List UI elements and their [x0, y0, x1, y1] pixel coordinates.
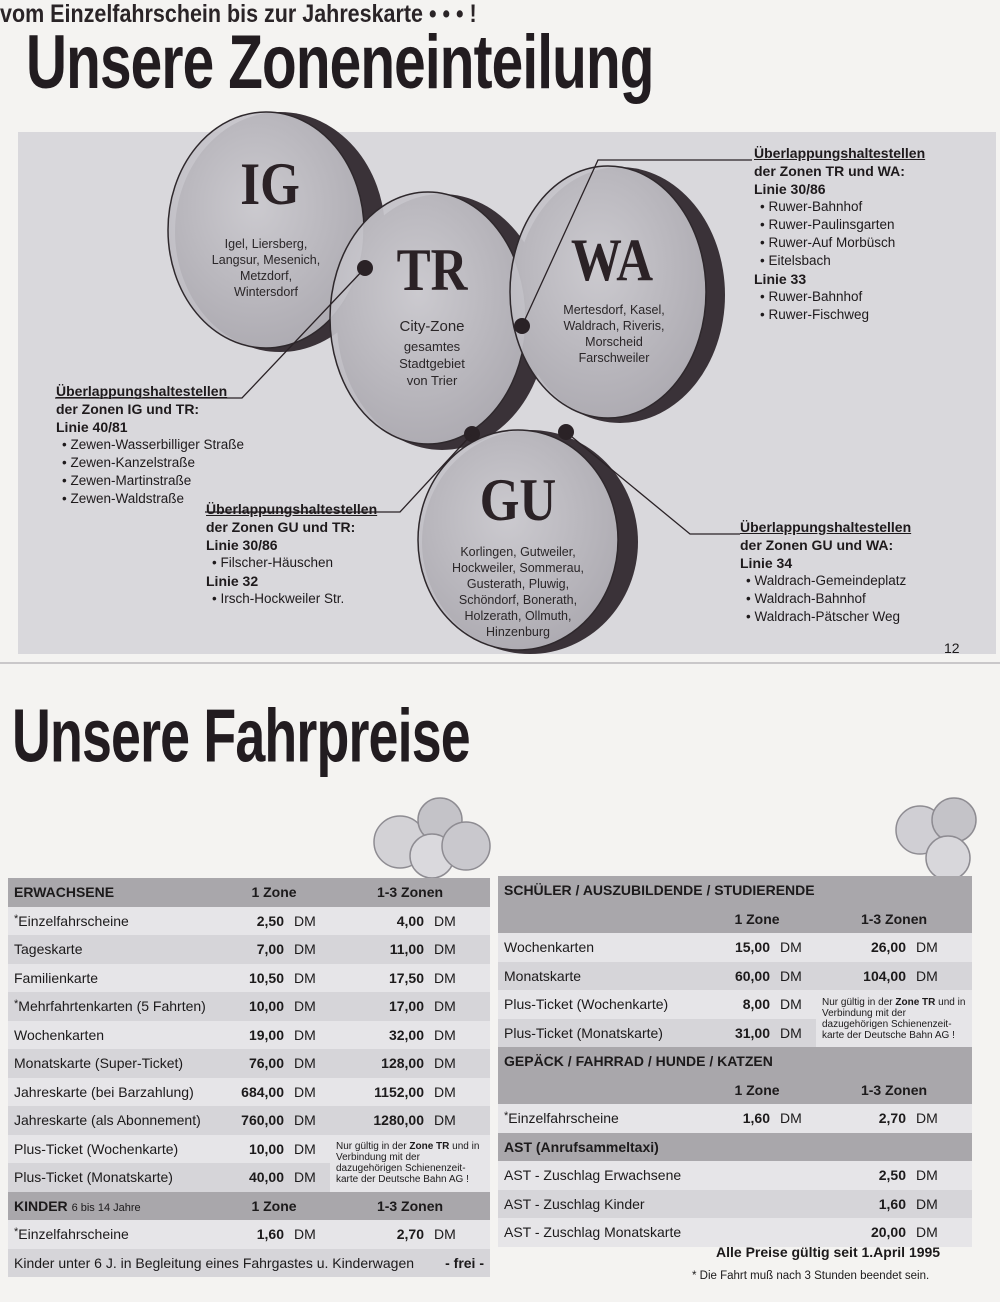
- price-1-zone: 760,00: [218, 1106, 290, 1135]
- price-1-zone: 684,00: [218, 1078, 290, 1107]
- currency: DM: [290, 1021, 330, 1050]
- row-label: Einzelfahrscheine: [18, 1226, 129, 1243]
- row-label: Wochenkarten: [504, 939, 595, 956]
- line-label: Linie 32: [206, 573, 259, 589]
- price-1-zone: 76,00: [218, 1049, 290, 1078]
- currency: DM: [912, 933, 972, 962]
- row-label: Familienkarte: [14, 969, 99, 986]
- zone-places-gu: [428, 544, 608, 640]
- table-header-row: [498, 876, 972, 905]
- bubble: [926, 836, 970, 880]
- row-label: Jahreskarte (bei Barzahlung): [14, 1083, 194, 1100]
- row-label: Wochenkarten: [14, 1026, 105, 1043]
- col-header-1-3-zones: 1-3 Zonen: [816, 1076, 972, 1105]
- price-1-zone: 8,00: [698, 990, 776, 1019]
- free-label: - frei -: [430, 1249, 490, 1278]
- footnote-star: *: [14, 912, 19, 925]
- table-row: [498, 1218, 972, 1247]
- zone-places-tr: [352, 316, 512, 389]
- table-header-row: [8, 878, 490, 907]
- zone-place: Gusterath, Pluwig,: [466, 577, 570, 591]
- note-text: Nur gültig in der: [336, 1141, 410, 1152]
- zone-place: Mertesdorf, Kasel,: [563, 303, 665, 317]
- row-label: Einzelfahrscheine: [18, 912, 129, 929]
- zone-place: Waldrach, Riveris,: [563, 319, 665, 333]
- zone-places-ig: [186, 236, 346, 300]
- zone-place: Schöndorf, Bonerath,: [458, 593, 578, 607]
- zone-place: Langsur, Mesenich,: [211, 253, 321, 267]
- currency: DM: [430, 1021, 490, 1050]
- overlap-heading: Überlappungshaltestellen: [56, 383, 228, 399]
- col-header-1-zone: 1 Zone: [698, 905, 816, 934]
- row-label: AST - Zuschlag Erwachsene: [504, 1167, 682, 1184]
- table-row: [8, 907, 490, 936]
- price-1-3-zones: 11,00: [330, 935, 430, 964]
- section-header-children: KINDER: [14, 1197, 68, 1214]
- currency: DM: [912, 1218, 972, 1247]
- price-1-zone: 7,00: [218, 935, 290, 964]
- zone-place: Holzerath, Ollmuth,: [464, 609, 572, 623]
- zone-places-wa: [524, 302, 704, 366]
- row-label: Plus-Ticket (Wochenkarte): [504, 996, 669, 1013]
- row-label: Plus-Ticket (Monatskarte): [14, 1169, 173, 1186]
- table-row: [498, 1190, 972, 1219]
- currency: DM: [290, 1220, 330, 1249]
- note-text: und in Verbindung mit der dazugehörigen Schienenzeit-karte der Deutsche Bahn AG !: [336, 1141, 480, 1185]
- currency: DM: [290, 1163, 330, 1192]
- free-children-text: Kinder unter 6 J. in Begleitung eines Fahrgastes u. Kinderwagen: [14, 1254, 415, 1271]
- table-header-row: [498, 1133, 972, 1162]
- bubble: [442, 822, 490, 870]
- currency: DM: [912, 1104, 972, 1133]
- currency: DM: [776, 962, 816, 991]
- currency: DM: [912, 1190, 972, 1219]
- overlap-ig-tr-info: [56, 382, 244, 508]
- price-1-zone: 1,60: [698, 1104, 776, 1133]
- ast-price: 1,60: [816, 1190, 912, 1219]
- currency: DM: [430, 1106, 490, 1135]
- stop-item: • Ruwer-Fischweg: [754, 306, 925, 324]
- overlap-subheading: der Zonen GU und TR:: [206, 519, 356, 535]
- table-row: [498, 1161, 972, 1190]
- footnote-text: * Die Fahrt muß nach 3 Stunden beendet sein.: [692, 1270, 930, 1282]
- children-age-range: 6 bis 14 Jahre: [71, 1201, 141, 1214]
- col-header-1-3-zones: 1-3 Zonen: [330, 1192, 490, 1221]
- currency: DM: [290, 1078, 330, 1107]
- note-zone: Zone TR: [409, 1141, 450, 1152]
- table-header-row: [498, 905, 972, 934]
- price-1-3-zones: 128,00: [330, 1049, 430, 1078]
- bubble: [932, 798, 976, 842]
- currency: DM: [430, 992, 490, 1021]
- fares-subtitle: vom Einzelfahrschein bis zur Jahreskarte • • • !: [0, 0, 477, 28]
- currency: DM: [776, 990, 816, 1019]
- price-1-zone: 15,00: [698, 933, 776, 962]
- price-1-zone: 40,00: [218, 1163, 290, 1192]
- price-1-3-zones: 2,70: [816, 1104, 912, 1133]
- price-1-zone: 19,00: [218, 1021, 290, 1050]
- currency: DM: [430, 964, 490, 993]
- currency: DM: [430, 935, 490, 964]
- col-header-1-3-zones: 1-3 Zonen: [816, 905, 972, 934]
- table-row: [8, 964, 490, 993]
- zone-code-tr: TR: [396, 237, 468, 303]
- zone-code-wa: WA: [570, 227, 654, 293]
- currency: DM: [430, 1220, 490, 1249]
- currency: DM: [912, 1161, 972, 1190]
- currency: DM: [430, 1078, 490, 1107]
- table-row: [8, 1078, 490, 1107]
- stop-item: • Waldrach-Gemeindeplatz: [740, 572, 911, 590]
- line-label: Linie 33: [754, 271, 807, 287]
- zone-place: Hinzenburg: [486, 625, 550, 639]
- ast-price: 20,00: [816, 1218, 912, 1247]
- page-title-fares: Unsere Fahrpreise: [12, 693, 470, 779]
- table-row: [498, 1104, 972, 1133]
- price-1-3-zones: 1280,00: [330, 1106, 430, 1135]
- plus-ticket-note: [816, 990, 972, 1047]
- currency: DM: [912, 962, 972, 991]
- overlap-tr-wa-info: [754, 144, 925, 324]
- table-header-row: [498, 1047, 972, 1076]
- zone-place: Stadtgebiet: [399, 356, 465, 371]
- row-label: Plus-Ticket (Monatskarte): [504, 1024, 663, 1041]
- table-row: [8, 1106, 490, 1135]
- currency: DM: [290, 1135, 330, 1164]
- zone-place: Hockweiler, Sommerau,: [452, 561, 584, 575]
- table-row: [8, 935, 490, 964]
- col-header-1-3-zones: 1-3 Zonen: [330, 878, 490, 907]
- table-row: [8, 1249, 490, 1278]
- note-zone: Zone TR: [895, 996, 936, 1008]
- col-header-1-zone: 1 Zone: [218, 878, 330, 907]
- footnote-star: *: [504, 1110, 509, 1123]
- price-1-3-zones: 2,70: [330, 1220, 430, 1249]
- plus-ticket-note: [330, 1135, 490, 1192]
- price-1-3-zones: 17,00: [330, 992, 430, 1021]
- overlap-subheading: der Zonen TR und WA:: [754, 163, 905, 179]
- price-1-3-zones: 4,00: [330, 907, 430, 936]
- section-header-students: SCHÜLER / AUSZUBILDENDE / STUDIERENDE: [498, 876, 972, 905]
- zone-place: Korlingen, Gutweiler,: [460, 545, 576, 559]
- row-label: Jahreskarte (als Abonnement): [14, 1112, 201, 1129]
- page-number: 12: [944, 640, 960, 656]
- currency: DM: [776, 1019, 816, 1048]
- zone-code-gu: GU: [479, 467, 557, 533]
- decorative-bubbles: [360, 790, 1000, 890]
- table-row: [498, 962, 972, 991]
- section-header-adults: ERWACHSENE: [8, 878, 218, 907]
- price-1-zone: 60,00: [698, 962, 776, 991]
- overlap-subheading: der Zonen GU und WA:: [740, 537, 894, 553]
- footnote-star: *: [14, 998, 19, 1011]
- currency: DM: [290, 907, 330, 936]
- zone-code-ig: IG: [240, 151, 300, 217]
- zone-place: Metzdorf,: [239, 269, 293, 283]
- price-1-3-zones: 32,00: [330, 1021, 430, 1050]
- stop-item: • Ruwer-Auf Morbüsch: [754, 234, 925, 252]
- section-header-luggage: GEPÄCK / FAHRRAD / HUNDE / KATZEN: [498, 1047, 972, 1076]
- price-1-zone: 10,00: [218, 1135, 290, 1164]
- page-fold-divider: [0, 662, 1000, 664]
- line-label: Linie 34: [740, 555, 793, 571]
- currency: DM: [430, 907, 490, 936]
- col-header-1-zone: 1 Zone: [218, 1192, 330, 1221]
- table-row: [8, 1135, 490, 1164]
- table-row: [498, 990, 972, 1019]
- line-label: Linie 40/81: [56, 419, 128, 435]
- overlap-gu-tr-info: [206, 500, 377, 608]
- fare-table-left: [8, 878, 490, 1277]
- stop-item: • Zewen-Wasserbilliger Straße: [56, 436, 244, 454]
- stop-item: • Waldrach-Bahnhof: [740, 590, 911, 608]
- col-header-1-zone: 1 Zone: [698, 1076, 816, 1105]
- currency: DM: [290, 935, 330, 964]
- zone-place: Wintersdorf: [234, 285, 298, 299]
- line-label: Linie 30/86: [754, 181, 826, 197]
- table-row: [8, 1220, 490, 1249]
- price-1-3-zones: 1152,00: [330, 1078, 430, 1107]
- row-label: AST - Zuschlag Monatskarte: [504, 1224, 682, 1241]
- stop-item: • Waldrach-Pätscher Weg: [740, 608, 911, 626]
- row-label: Plus-Ticket (Wochenkarte): [14, 1140, 179, 1157]
- zone-place: City-Zone: [399, 318, 465, 335]
- stop-item: • Eitelsbach: [754, 252, 925, 270]
- stop-item: • Ruwer-Bahnhof: [754, 198, 925, 216]
- stop-item: • Ruwer-Paulinsgarten: [754, 216, 925, 234]
- price-1-zone: 2,50: [218, 907, 290, 936]
- currency: DM: [290, 1049, 330, 1078]
- section-header-ast: AST (Anrufsammeltaxi): [498, 1133, 972, 1162]
- price-1-3-zones: 26,00: [816, 933, 912, 962]
- currency: DM: [776, 933, 816, 962]
- price-1-zone: 10,00: [218, 992, 290, 1021]
- overlap-gu-wa-info: [740, 518, 911, 626]
- overlap-heading: Überlappungshaltestellen: [206, 501, 378, 517]
- zone-place: von Trier: [406, 373, 458, 388]
- currency: DM: [290, 992, 330, 1021]
- row-label: Tageskarte: [14, 941, 83, 958]
- stop-item: • Irsch-Hockweiler Str.: [206, 590, 377, 608]
- table-row: [8, 992, 490, 1021]
- table-header-row: [498, 1076, 972, 1105]
- stop-item: • Zewen-Waldstraße: [56, 490, 244, 508]
- row-label: Mehrfahrtenkarten (5 Fahrten): [18, 998, 206, 1015]
- overlap-subheading: der Zonen IG und TR:: [56, 401, 200, 417]
- stop-item: • Filscher-Häuschen: [206, 554, 377, 572]
- price-1-zone: 1,60: [218, 1220, 290, 1249]
- footnote-star: *: [14, 1226, 19, 1239]
- price-1-zone: 31,00: [698, 1019, 776, 1048]
- currency: DM: [290, 964, 330, 993]
- zone-place: Farschweiler: [578, 351, 650, 365]
- row-label: AST - Zuschlag Kinder: [504, 1195, 645, 1212]
- table-row: [8, 1021, 490, 1050]
- note-text: Nur gültig in der: [822, 996, 896, 1008]
- fare-table-right: [498, 876, 972, 1247]
- line-label: Linie 30/86: [206, 537, 278, 553]
- table-row: [498, 933, 972, 962]
- currency: DM: [290, 1106, 330, 1135]
- ast-price: 2,50: [816, 1161, 912, 1190]
- price-1-zone: 10,50: [218, 964, 290, 993]
- stop-item: • Zewen-Kanzelstraße: [56, 454, 244, 472]
- row-label: Einzelfahrscheine: [508, 1110, 619, 1127]
- page-title-zones: Unsere Zoneneinteilung: [26, 19, 654, 105]
- overlap-heading: Überlappungshaltestellen: [754, 145, 926, 161]
- table-header-row: [8, 1192, 490, 1221]
- table-row: [8, 1049, 490, 1078]
- row-label: Monatskarte (Super-Ticket): [14, 1055, 184, 1072]
- zone-place: Igel, Liersberg,: [224, 237, 308, 251]
- stop-item: • Zewen-Martinstraße: [56, 472, 244, 490]
- price-1-3-zones: 104,00: [816, 962, 912, 991]
- currency: DM: [776, 1104, 816, 1133]
- prices-valid-since: Alle Preise gültig seit 1.April 1995: [716, 1244, 941, 1260]
- price-1-3-zones: 17,50: [330, 964, 430, 993]
- note-text: und in Verbindung mit der dazugehörigen Schienenzeit-karte der Deutsche Bahn AG !: [822, 996, 966, 1041]
- zone-place: gesamtes: [403, 339, 461, 354]
- row-label: Monatskarte: [504, 967, 582, 984]
- overlap-heading: Überlappungshaltestellen: [740, 519, 912, 535]
- currency: DM: [430, 1049, 490, 1078]
- stop-item: • Ruwer-Bahnhof: [754, 288, 925, 306]
- zone-place: Morscheid: [585, 335, 643, 349]
